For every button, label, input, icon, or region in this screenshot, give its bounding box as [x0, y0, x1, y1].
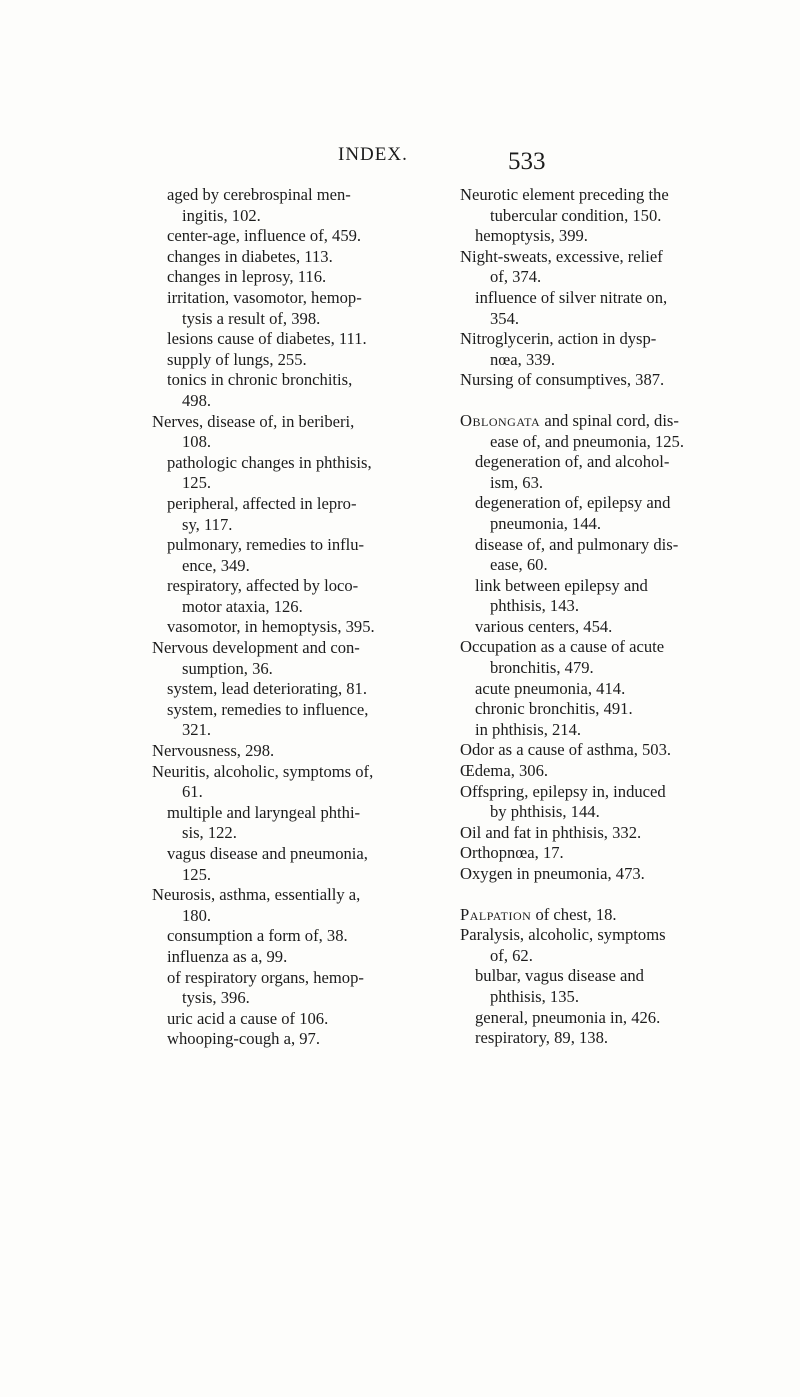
- index-line: phthisis, 143.: [490, 596, 579, 616]
- page-header: [0, 140, 800, 180]
- index-line: system, remedies to influence,: [167, 699, 369, 719]
- index-line: disease of, and pulmonary dis-: [475, 534, 679, 554]
- index-line: Palpation of chest, 18.: [460, 904, 617, 924]
- index-line: general, pneumonia in, 426.: [475, 1007, 661, 1027]
- index-line: by phthisis, 144.: [490, 802, 600, 822]
- index-line: motor ataxia, 126.: [182, 596, 303, 616]
- index-line: Oil and fat in phthisis, 332.: [460, 822, 642, 842]
- index-line: respiratory, 89, 138.: [475, 1028, 609, 1048]
- index-line: influenza as a, 99.: [167, 946, 288, 966]
- section-gap: [460, 391, 750, 411]
- index-line: Offspring, epilepsy in, induced: [460, 781, 666, 801]
- index-line: Œdema, 306.: [460, 761, 549, 781]
- index-line: 61.: [182, 782, 203, 802]
- index-line: tysis, 396.: [182, 988, 250, 1008]
- index-line: changes in leprosy, 116.: [167, 267, 327, 287]
- index-line: multiple and laryngeal phthi-: [167, 802, 361, 822]
- index-line: ingitis, 102.: [182, 205, 261, 225]
- index-line: various centers, 454.: [475, 616, 613, 636]
- index-line: vagus disease and pneumonia,: [167, 844, 368, 863]
- index-line: lesions cause of diabetes, 111.: [167, 329, 367, 349]
- index-line: Nursing of consumptives, 387.: [460, 370, 665, 390]
- index-line: 108.: [182, 432, 212, 452]
- page-number: 533: [508, 148, 546, 175]
- index-line: tonics in chronic bronchitis,: [167, 370, 353, 390]
- index-line: 125.: [182, 473, 212, 493]
- index-line: pathologic changes in phthisis,: [167, 452, 372, 472]
- index-line: 321.: [182, 720, 212, 740]
- page-title: INDEX.: [338, 144, 408, 165]
- index-line: in phthisis, 214.: [475, 719, 582, 739]
- index-line: pulmonary, remedies to influ-: [167, 535, 365, 555]
- index-line: sy, 117.: [182, 514, 233, 534]
- index-line: acute pneumonia, 414.: [475, 678, 626, 698]
- index-line: Orthopnœa, 17.: [460, 843, 564, 863]
- index-line: 498.: [182, 390, 212, 410]
- index-line: of, 374.: [490, 267, 542, 287]
- index-line: of, 62.: [490, 945, 533, 965]
- index-line: Neurosis, asthma, essentially a,: [152, 885, 361, 905]
- index-line: Nitroglycerin, action in dysp-: [460, 329, 657, 349]
- index-line: phthisis, 135.: [490, 986, 579, 1006]
- index-line: system, lead deteriorating, 81.: [167, 679, 367, 699]
- index-line: Nervousness, 298.: [152, 741, 275, 761]
- index-line: sumption, 36.: [182, 658, 273, 678]
- index-line: tysis a result of, 398.: [182, 308, 321, 328]
- index-line: irritation, vasomotor, hemop-: [167, 287, 362, 307]
- index-line: tubercular condition, 150.: [490, 205, 662, 225]
- index-line: 354.: [490, 308, 520, 328]
- index-line: respiratory, affected by loco-: [167, 576, 359, 596]
- index-line: degeneration of, and alcohol-: [475, 452, 670, 472]
- index-line: center-age, influence of, 459.: [167, 226, 362, 246]
- index-line: hemoptysis, 399.: [475, 226, 588, 246]
- index-line: whooping-cough a, 97.: [167, 1029, 321, 1049]
- index-line: uric acid a cause of 106.: [167, 1008, 329, 1028]
- index-line: bronchitis, 479.: [490, 658, 594, 678]
- index-line: Oxygen in pneumonia, 473.: [460, 864, 645, 883]
- index-line: 125.: [182, 864, 212, 884]
- index-line: Nervous development and con-: [152, 638, 360, 658]
- section-gap: [460, 885, 750, 905]
- index-line: nœa, 339.: [490, 349, 555, 369]
- index-line: Paralysis, alcoholic, symptoms: [460, 925, 666, 945]
- index-line: chronic bronchitis, 491.: [475, 699, 633, 719]
- index-line: ease, 60.: [490, 555, 548, 575]
- index-column-right: [460, 185, 750, 1049]
- index-line: aged by cerebrospinal men-: [167, 185, 351, 204]
- index-line: Nerves, disease of, in beriberi,: [152, 411, 355, 431]
- index-line: Neurotic element preceding the: [460, 185, 669, 204]
- index-line: sis, 122.: [182, 823, 237, 843]
- index-line: bulbar, vagus disease and: [475, 966, 644, 986]
- index-line: influence of silver nitrate on,: [475, 287, 668, 307]
- index-line: supply of lungs, 255.: [167, 349, 307, 369]
- index-line: of respiratory organs, hemop-: [167, 967, 364, 987]
- index-line: Occupation as a cause of acute: [460, 637, 665, 657]
- index-line: link between epilepsy and: [475, 575, 648, 595]
- index-line: peripheral, affected in lepro-: [167, 493, 357, 513]
- index-line: degeneration of, epilepsy and: [475, 493, 671, 513]
- index-column-left: [152, 185, 438, 1050]
- index-line: ism, 63.: [490, 472, 544, 492]
- index-line: Odor as a cause of asthma, 503.: [460, 740, 672, 760]
- index-line: Neuritis, alcoholic, symptoms of,: [152, 761, 374, 781]
- index-line: ence, 349.: [182, 555, 250, 575]
- index-line: changes in diabetes, 113.: [167, 246, 333, 266]
- index-line: pneumonia, 144.: [490, 513, 602, 533]
- index-line: 180.: [182, 905, 212, 925]
- section-heading: Palpation: [460, 904, 532, 924]
- index-line: Night-sweats, excessive, relief: [460, 246, 663, 266]
- index-line: consumption a form of, 38.: [167, 926, 348, 946]
- index-line: ease of, and pneumonia, 125.: [490, 431, 684, 451]
- section-heading: Oblongata: [460, 410, 541, 430]
- index-line: vasomotor, in hemoptysis, 395.: [167, 617, 375, 637]
- index-line: Oblongata and spinal cord, dis-: [460, 410, 679, 430]
